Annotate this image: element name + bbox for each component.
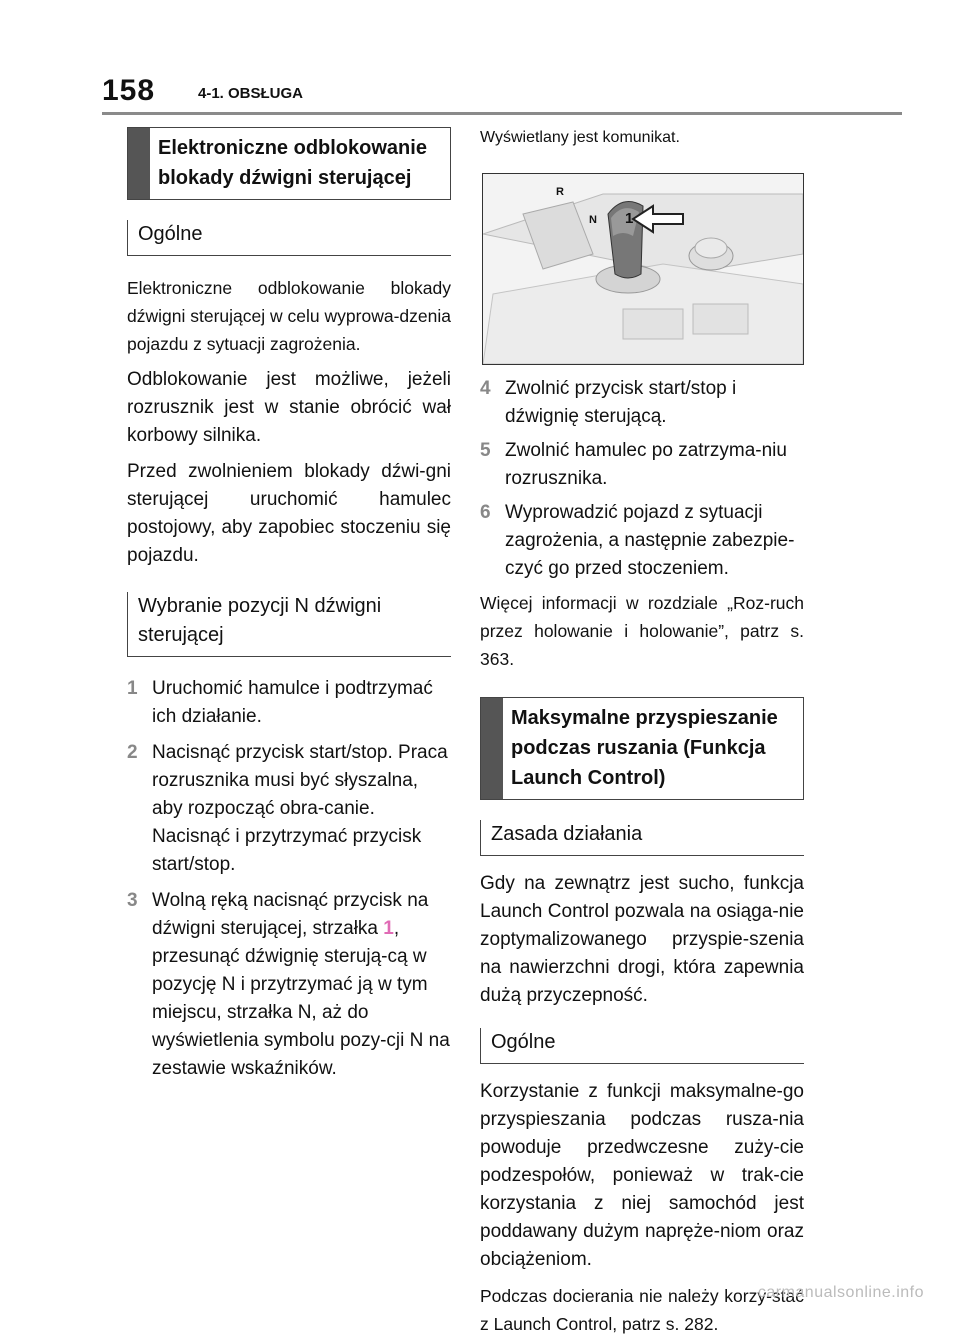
step-item (480, 499, 804, 583)
step-text: , przesunąć dźwignię sterują-cą w pozycję N i przytrzymać ją w tym miejscu, strzałka N, aż do wyświetlenia symbolu pozy-cji N na zestawie wskaźników. (152, 918, 450, 1079)
subheading-select-n: Wybranie pozycji N dźwigni sterującej (127, 592, 451, 657)
label-r: R (556, 186, 564, 198)
step-text: Uruchomić hamulce i podtrzymać ich działanie. (152, 678, 433, 727)
gear-lever-drawing (483, 174, 803, 364)
step-text: Wolną ręką nacisnąć przycisk na dźwigni sterującej, strzałka (152, 890, 429, 939)
step-number: 2 (127, 742, 138, 763)
paragraph: Przed zwolnieniem blokady dźwi-gni sterującej uruchomić hamulec postojowy, aby zapobiec stoczeniu się pojazdu. (127, 461, 451, 566)
step-item (480, 375, 804, 431)
left-column (127, 127, 451, 1083)
subheading-general: Ogólne (480, 1028, 804, 1064)
section-heading-unlock: Elektroniczne odblokowanie blokady dźwigni sterującej (127, 127, 451, 200)
subheading-general: Ogólne (127, 220, 451, 256)
chapter-title: 4-1. OBSŁUGA (198, 85, 304, 102)
step-number: 3 (127, 890, 138, 911)
header-divider (102, 112, 902, 115)
paragraph: Więcej informacji w rozdziale „Roz-ruch przez holowanie i holowanie”, patrz s. 363. (480, 593, 804, 669)
label-n: N (589, 214, 597, 226)
paragraph: Elektroniczne odblokowanie blokady dźwigni sterującej w celu wyprowa-dzenia pojazdu z sytuacji zagrożenia. (127, 278, 451, 354)
step-number: 5 (480, 440, 491, 461)
subheading-principle: Zasada działania (480, 820, 804, 856)
paragraph: Gdy na zewnątrz jest sucho, funkcja Launch Control pozwala na osiąga-nie zoptymalizowanego przyspie-szenia na nawierzchni drogi, która zapewnia dużą przyczepność. (480, 873, 804, 1006)
step-text: Zwolnić przycisk start/stop i dźwignię sterującą. (505, 378, 737, 427)
step-text: Nacisnąć przycisk start/stop. Praca rozrusznika musi być słyszalna, aby rozpocząć obra-canie. Nacisnąć i przytrzymać przycisk start/stop. (152, 742, 448, 875)
step-item (127, 739, 451, 879)
step-text: Wyprowadzić pojazd z sytuacji zagrożenia, a następnie zabezpie-czyć go przed stoczeniem. (505, 502, 795, 579)
section-heading-launch-control: Maksymalne przyspieszanie podczas ruszania (Funkcja Launch Control) (480, 697, 804, 800)
right-column (480, 127, 804, 1338)
gear-lever-illustration (482, 173, 804, 365)
watermark: carmanualsonline.info (757, 1284, 924, 1301)
step-number: 1 (127, 678, 138, 699)
step-item (480, 437, 804, 493)
step-item (127, 887, 451, 1083)
step-number: 4 (480, 378, 491, 399)
callout-number: 1 (625, 210, 634, 227)
paragraph: Podczas docierania nie należy korzy-stać z Launch Control, patrz s. 282. (480, 1286, 804, 1334)
arrow-reference: 1 (383, 918, 394, 939)
step-item (127, 675, 451, 731)
step-number: 6 (480, 502, 491, 523)
page-number: 158 (102, 74, 156, 107)
step-text: Zwolnić hamulec po zatrzyma-niu rozrusznika. (505, 440, 787, 489)
paragraph: Odblokowanie jest możliwe, jeżeli rozrusznik jest w stanie obrócić wał korbowy silnika. (127, 369, 451, 446)
paragraph: Korzystanie z funkcji maksymalne-go przyspieszania podczas rusza-nia powoduje przedwczesne zuży-cie podzespołów, ponieważ w trak-cie korzystania z niej samochód jest poddawany dużym napręże-niom oraz obciążeniom. (480, 1081, 804, 1270)
paragraph: Wyświetlany jest komunikat. (480, 129, 680, 146)
